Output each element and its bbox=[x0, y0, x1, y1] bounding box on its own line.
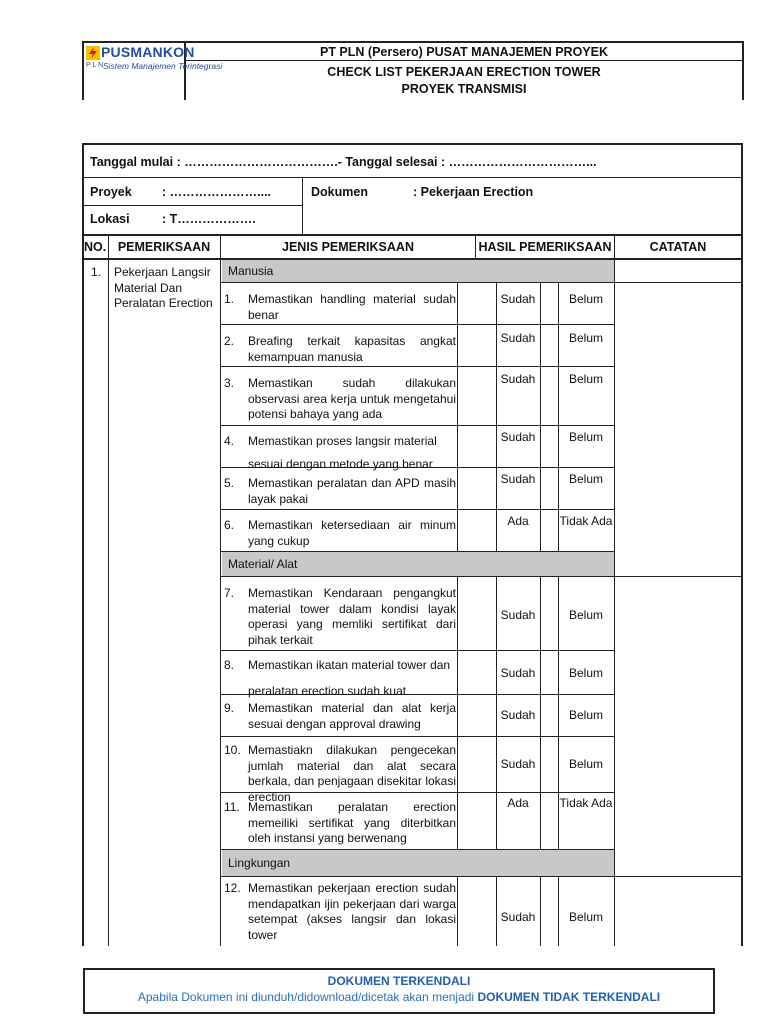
lokasi-field[interactable]: : T………………. bbox=[162, 212, 256, 226]
document-title: CHECK LIST PEKERJAAN ERECTION TOWER bbox=[327, 65, 601, 79]
answer-yes-checkbox[interactable]: Sudah bbox=[500, 292, 536, 306]
company-title: PT PLN (Persero) PUSAT MANAJEMEN PROYEK bbox=[319, 45, 608, 59]
footer-note bbox=[85, 990, 713, 1004]
footer-title: DOKUMEN TERKENDALI bbox=[327, 974, 471, 988]
item-number: 7. bbox=[224, 586, 235, 600]
check-item bbox=[224, 376, 456, 423]
answer-yes-checkbox[interactable]: Sudah bbox=[500, 910, 536, 924]
row-number: 1. bbox=[91, 265, 102, 279]
answer-yes-checkbox[interactable]: Sudah bbox=[500, 666, 536, 680]
check-item bbox=[224, 334, 456, 365]
item-text: Breafing terkait kapasitas angkat kemampuan manusia bbox=[248, 334, 456, 364]
item-text: Memastikan Kendaraan pengangkut material tower dalam kondisi layak operasi yang memliki sertifikat dari pihak terkait bbox=[248, 586, 456, 647]
check-item bbox=[224, 586, 456, 648]
item-number: 8. bbox=[224, 658, 235, 672]
item-text: Memastikan proses langsir material bbox=[248, 434, 437, 448]
item-number: 5. bbox=[224, 476, 235, 490]
answer-yes-checkbox[interactable]: Sudah bbox=[500, 372, 536, 386]
col-jenis: JENIS PEMERIKSAAN bbox=[282, 240, 414, 254]
answer-yes-checkbox[interactable]: Sudah bbox=[500, 757, 536, 771]
project-title: PROYEK TRANSMISI bbox=[401, 82, 527, 96]
section-lingkungan bbox=[222, 849, 614, 876]
item-text: Memastikan peralatan erection memeiliki sertifikat yang diterbitkan oleh instansi yang berwenang bbox=[248, 800, 456, 845]
item-text: Memastikan sudah dilakukan observasi area kerja untuk mengetahui potensi bahaya yang ada bbox=[248, 376, 456, 421]
section-label: Material/ Alat bbox=[228, 557, 298, 571]
answer-no-checkbox[interactable]: Belum bbox=[568, 708, 603, 722]
check-item bbox=[224, 476, 456, 507]
check-item bbox=[224, 518, 456, 549]
answer-no-checkbox[interactable]: Belum bbox=[568, 666, 603, 680]
section-label: Manusia bbox=[228, 264, 274, 278]
section-manusia bbox=[222, 260, 614, 282]
check-item bbox=[224, 881, 456, 943]
item-text-overflow: sesuai dengan metode yang benar bbox=[248, 457, 433, 471]
check-item bbox=[224, 701, 456, 732]
answer-yes-checkbox[interactable]: Sudah bbox=[500, 472, 536, 486]
item-number: 9. bbox=[224, 701, 235, 715]
logo-pln: P L N bbox=[86, 62, 104, 69]
item-text: Memastikan ikatan material tower dan bbox=[248, 658, 451, 672]
answer-no-checkbox[interactable]: Belum bbox=[568, 608, 603, 622]
item-text: Memastikan handling material sudah benar bbox=[248, 292, 456, 322]
item-number: 4. bbox=[224, 434, 235, 448]
answer-yes-checkbox[interactable]: Sudah bbox=[500, 708, 536, 722]
item-number: 3. bbox=[224, 376, 235, 390]
col-hasil: HASIL PEMERIKSAAN bbox=[478, 240, 612, 254]
check-item bbox=[224, 292, 456, 323]
item-text: Memastikan ketersediaan air minum yang cukup bbox=[248, 518, 456, 548]
item-number: 11. bbox=[224, 800, 240, 814]
answer-yes-checkbox[interactable]: Ada bbox=[507, 514, 529, 528]
dokumen-label: Dokumen bbox=[311, 185, 368, 199]
answer-yes-checkbox[interactable]: Sudah bbox=[500, 608, 536, 622]
item-text: Memastikan pekerjaan erection sudah mendapatkan ijin pekerjaan dari warga setempat (akses langsir dan lokasi tower bbox=[248, 881, 456, 942]
answer-no-checkbox[interactable]: Belum bbox=[568, 757, 603, 771]
check-item bbox=[224, 434, 456, 450]
item-number: 1. bbox=[224, 292, 235, 306]
controlled-document-footer bbox=[83, 968, 715, 1014]
check-item bbox=[224, 800, 456, 847]
logo-subtitle: Sistem Manajemen Terintegrasi bbox=[103, 61, 223, 71]
item-number: 10. bbox=[224, 743, 241, 757]
item-number: 2. bbox=[224, 334, 235, 348]
item-text: Memastikan peralatan dan APD masih layak pakai bbox=[248, 476, 456, 506]
answer-no-checkbox[interactable]: Belum bbox=[568, 372, 603, 386]
section-label: Lingkungan bbox=[228, 855, 291, 870]
answer-no-checkbox[interactable]: Belum bbox=[568, 472, 603, 486]
answer-no-checkbox[interactable]: Belum bbox=[568, 910, 603, 924]
col-pemeriksaan: PEMERIKSAAN bbox=[117, 240, 211, 254]
answer-no-checkbox[interactable]: Belum bbox=[568, 292, 603, 306]
answer-no-checkbox[interactable]: Belum bbox=[568, 430, 603, 444]
col-catatan: CATATAN bbox=[649, 240, 707, 254]
date-range-field[interactable]: Tanggal mulai : ……………………………….- Tanggal selesai : ……………………………... bbox=[90, 155, 597, 169]
check-item bbox=[224, 743, 456, 805]
answer-no-checkbox[interactable]: Belum bbox=[568, 331, 603, 345]
item-number: 6. bbox=[224, 518, 235, 532]
check-item bbox=[224, 658, 456, 674]
answer-yes-checkbox[interactable]: Ada bbox=[507, 796, 529, 810]
answer-no-checkbox[interactable]: Tidak Ada bbox=[559, 796, 613, 810]
lokasi-label: Lokasi bbox=[90, 212, 130, 226]
logo-name: PUSMANKON bbox=[101, 44, 195, 60]
lightning-icon bbox=[86, 46, 100, 60]
answer-yes-checkbox[interactable]: Sudah bbox=[500, 331, 536, 345]
proyek-label: Proyek bbox=[90, 185, 132, 199]
item-text: Memastikan material dan alat kerja sesuai dengan approval drawing bbox=[248, 701, 456, 731]
item-text: Memastiakn dilakukan pengecekan jumlah material dan alat secara berkala, dan penjagaan disekitar lokasi erection bbox=[248, 743, 456, 804]
item-text-overflow: peralatan erection sudah kuat bbox=[248, 684, 407, 698]
col-no: NO. bbox=[84, 240, 107, 254]
answer-no-checkbox[interactable]: Tidak Ada bbox=[559, 514, 613, 528]
footer-note-text: Apabila Dokumen ini diunduh/didownload/dicetak akan menjadi bbox=[137, 990, 475, 1004]
proyek-field[interactable]: : ………………….... bbox=[162, 185, 272, 199]
dokumen-value: : Pekerjaan Erection bbox=[413, 185, 534, 199]
item-number: 12. bbox=[224, 881, 241, 895]
logo bbox=[86, 44, 223, 74]
answer-yes-checkbox[interactable]: Sudah bbox=[500, 430, 536, 444]
row-pemeriksaan: Pekerjaan Langsir Material Dan Peralatan Erection bbox=[114, 265, 213, 310]
section-material bbox=[222, 552, 614, 576]
footer-note-bold: DOKUMEN TIDAK TERKENDALI bbox=[477, 990, 661, 1004]
